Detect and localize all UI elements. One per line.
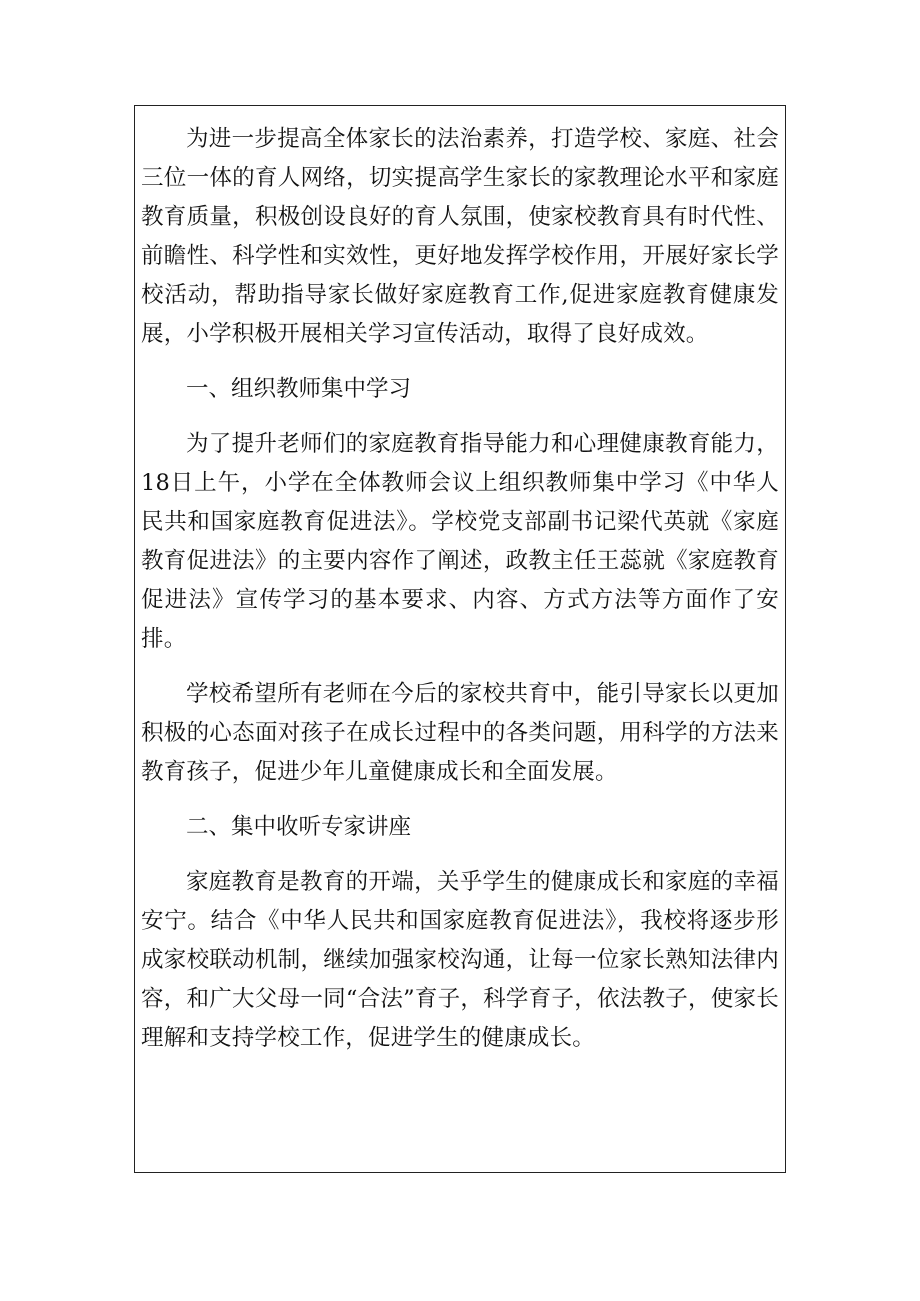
section-2-paragraph-1: 家庭教育是教育的开端，关乎学生的健康成长和家庭的幸福安宁。结合《中华人民共和国家庭教育促进法》，我校将逐步形成家校联动机制，继续加强家校沟通，让每一位家长熟知法律内容，和广大父母一同“合法”育子，科学育子，依法教子，使家长理解和支持学校工作，促进学生的健康成长。 bbox=[141, 869, 779, 1051]
section-1-paragraph-1: 为了提升老师们的家庭教育指导能力和心理健康教育能力，18日上午，小学在全体教师会议上组织教师集中学习《中华人民共和国家庭教育促进法》。学校党支部副书记梁代英就《家庭教育促进法》的主要内容作了阐述，政教主任王蕊就《家庭教育促进法》宣传学习的基本要求、内容、方式方法等方面作了安排。 bbox=[141, 431, 779, 652]
intro-paragraph: 为进一步提高全体家长的法治素养，打造学校、家庭、社会三位一体的育人网络，切实提高学生家长的家教理论水平和家庭教育质量，积极创设良好的育人氛围，使家校教育具有时代性、前瞻性、科学性和实效性，更好地发挥学校作用，开展好家长学校活动，帮助指导家长做好家庭教育工作,促进家庭教育健康发展，小学积极开展相关学习宣传活动，取得了良好成效。 bbox=[141, 126, 779, 347]
document-body bbox=[141, 120, 779, 1074]
section-1-paragraph-2: 学校希望所有老师在今后的家校共育中，能引导家长以更加积极的心态面对孩子在成长过程中的各类问题，用科学的方法来教育孩子，促进少年儿童健康成长和全面发展。 bbox=[141, 681, 779, 785]
section-heading-1: 一、组织教师集中学习 bbox=[186, 376, 412, 402]
document-frame bbox=[134, 105, 786, 1173]
section-heading-2: 二、集中收听专家讲座 bbox=[186, 814, 412, 840]
